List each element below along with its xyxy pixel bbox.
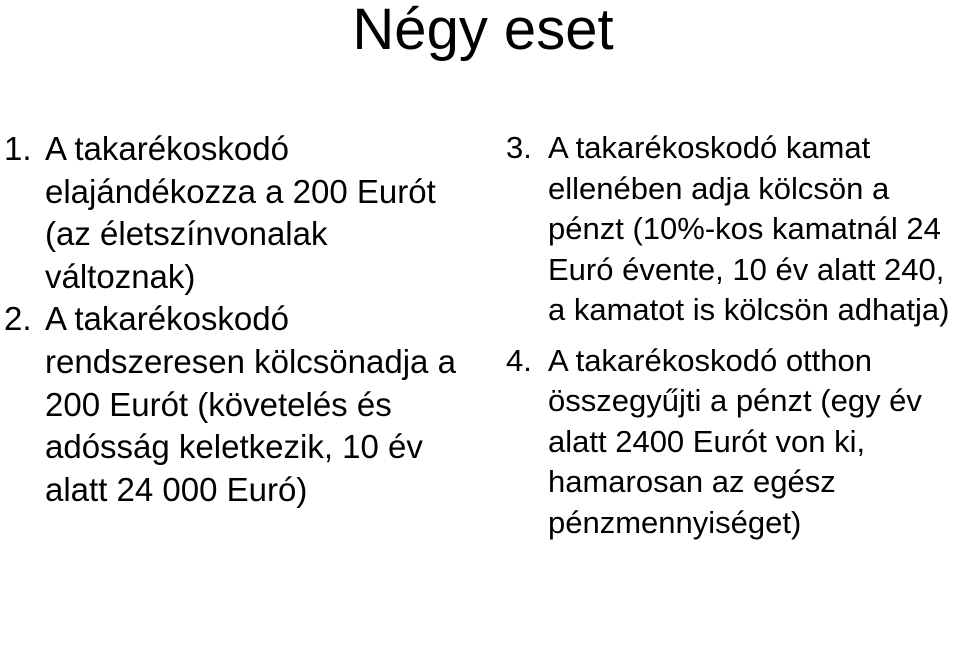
list-item-1 <box>0 128 462 298</box>
list-item-number: 3. <box>506 130 532 165</box>
right-column-list <box>498 128 960 543</box>
list-item-4 <box>498 341 960 544</box>
list-item-text: A takarékoskodó elajándékozza a 200 Eurót (az életszínvonalak változnak) <box>45 130 436 295</box>
left-column-list <box>0 128 462 511</box>
slide-title: Négy eset <box>352 0 614 62</box>
list-item-text: A takarékoskodó otthon összegyűjti a pénzt (egy év alatt 2400 Eurót von ki, hamarosan az egész pénzmennyiséget) <box>548 342 922 540</box>
list-item-text: A takarékoskodó rendszeresen kölcsönadja a 200 Eurót (követelés és adósság keletkezik, 10 év alatt 24 000 Euró) <box>45 300 456 508</box>
list-item-number: 4. <box>506 342 532 378</box>
list-item-number: 2. <box>4 300 32 338</box>
list-item-number: 1. <box>4 130 32 167</box>
list-item-2 <box>0 298 462 511</box>
list-item-text: A takarékoskodó kamat ellenében adja kölcsön a pénzt (10%-kos kamatnál 24 Euró évente, 10 év alatt 240, a kamatot is kölcsön adhatja) <box>548 130 950 327</box>
list-item-3 <box>498 128 960 331</box>
